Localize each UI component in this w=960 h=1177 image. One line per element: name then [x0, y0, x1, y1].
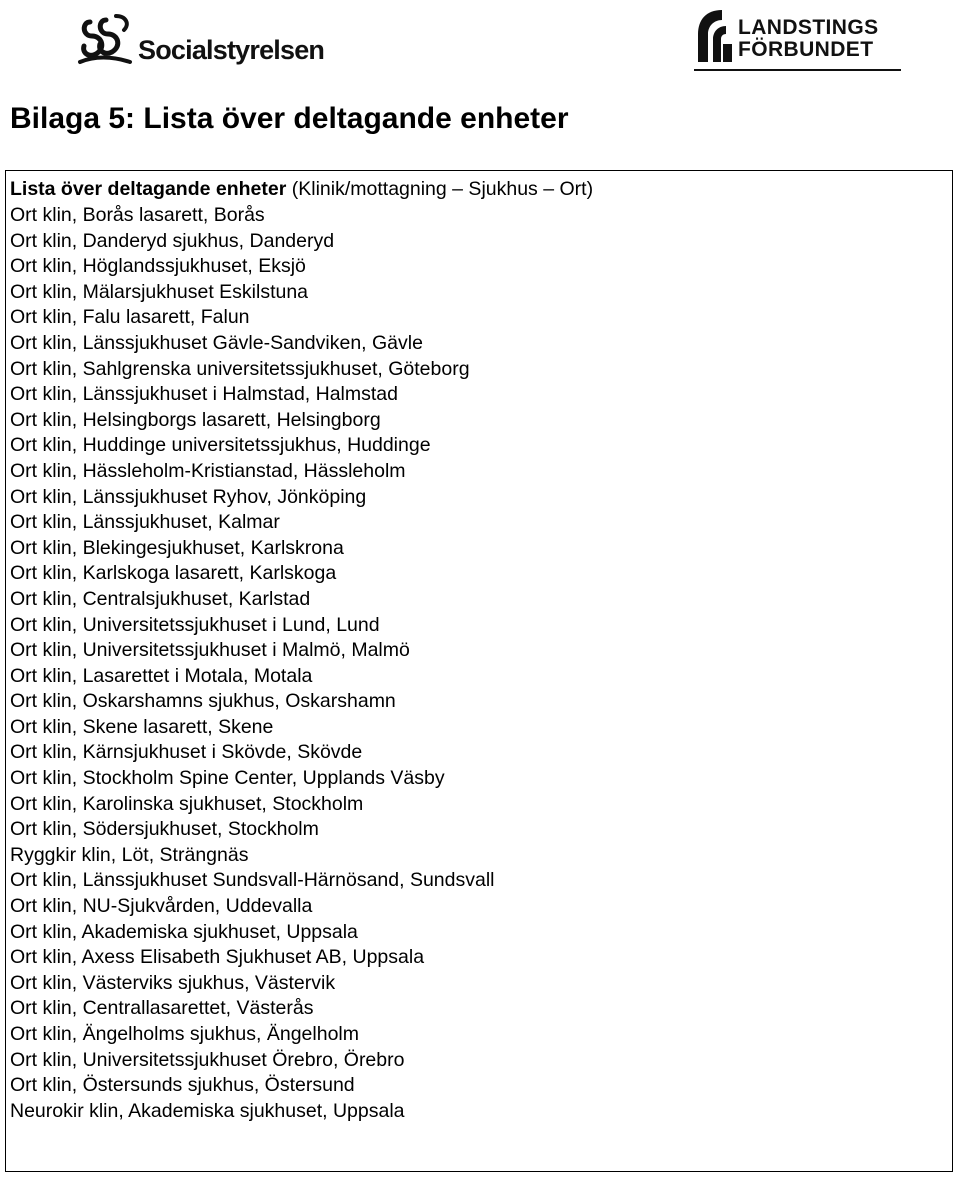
- list-heading: [10, 177, 593, 203]
- list-item: Ort klin, Södersjukhuset, Stockholm: [10, 818, 319, 841]
- list-item: Ort klin, Universitetssjukhuset i Lund, Lund: [10, 613, 380, 636]
- list-item: Ort klin, Västerviks sjukhus, Västervik: [10, 971, 336, 994]
- list-item: Ort klin, Ängelholms sjukhus, Ängelholm: [10, 1023, 359, 1045]
- socialstyrelsen-logo: [76, 10, 324, 68]
- list-item: Ort klin, Lasarettet i Motala, Motala: [10, 664, 313, 687]
- list-item: Ort klin, Östersunds sjukhus, Östersund: [10, 1074, 355, 1097]
- landstingsforbundet-logo-icon: [692, 6, 736, 66]
- list-item: Ort klin, Danderyd sjukhus, Danderyd: [10, 229, 335, 252]
- list-item: Ort klin, Falu lasarett, Falun: [10, 306, 250, 329]
- list-heading-legend: (Klinik/mottagning – Sjukhus – Ort): [286, 178, 594, 200]
- list-item: Ort klin, Länssjukhuset Ryhov, Jönköping: [10, 485, 367, 508]
- list-heading-bold: Lista över deltagande enheter: [10, 178, 287, 200]
- list-item: Ort klin, Borås lasarett, Borås: [10, 204, 265, 226]
- list-item: Ort klin, Karlskoga lasarett, Karlskoga: [10, 562, 337, 585]
- unit-list: [10, 203, 495, 1124]
- page-title: Bilaga 5: Lista över deltagande enheter: [10, 102, 569, 135]
- list-item: Ort klin, Universitetssjukhuset Örebro, Örebro: [10, 1048, 405, 1071]
- list-item: Ort klin, Akademiska sjukhuset, Uppsala: [10, 920, 358, 943]
- list-item: Ort klin, Hässleholm-Kristianstad, Hässleholm: [10, 459, 406, 482]
- participating-units-box: [5, 170, 953, 1172]
- list-item: Ort klin, Stockholm Spine Center, Upplands Väsby: [10, 767, 445, 790]
- page-header: [0, 0, 960, 80]
- list-item: Ort klin, Universitetssjukhuset i Malmö, Malmö: [10, 639, 410, 662]
- list-item: Ryggkir klin, Löt, Strängnäs: [10, 843, 249, 866]
- list-item: Ort klin, Länssjukhuset Gävle-Sandviken, Gävle: [10, 331, 423, 354]
- socialstyrelsen-logo-icon: [76, 10, 134, 68]
- list-item: Ort klin, Huddinge universitetssjukhus, Huddinge: [10, 434, 431, 457]
- list-item: Ort klin, Centrallasarettet, Västerås: [10, 997, 314, 1020]
- list-item: Ort klin, Axess Elisabeth Sjukhuset AB, Uppsala: [10, 946, 425, 969]
- landstingsforbundet-logo: [692, 6, 902, 72]
- logo-underline: [694, 69, 901, 71]
- list-item: Ort klin, Sahlgrenska universitetssjukhuset, Göteborg: [10, 357, 470, 380]
- list-item: Neurokir klin, Akademiska sjukhuset, Uppsala: [10, 1099, 405, 1122]
- list-item: Ort klin, Mälarsjukhuset Eskilstuna: [10, 280, 309, 303]
- list-item: Ort klin, Länssjukhuset, Kalmar: [10, 511, 280, 534]
- logo-text-landstings: LANDSTINGS: [738, 16, 879, 39]
- list-item: Ort klin, NU-Sjukvården, Uddevalla: [10, 895, 313, 918]
- list-item: Ort klin, Länssjukhuset Sundsvall-Härnösand, Sundsvall: [10, 869, 495, 892]
- list-item: Ort klin, Skene lasarett, Skene: [10, 715, 274, 738]
- socialstyrelsen-logo-text: Socialstyrelsen: [138, 34, 325, 65]
- list-item: Ort klin, Helsingborgs lasarett, Helsingborg: [10, 408, 381, 431]
- list-item: Ort klin, Höglandssjukhuset, Eksjö: [10, 255, 306, 278]
- list-item: Ort klin, Länssjukhuset i Halmstad, Halmstad: [10, 383, 398, 406]
- list-item: Ort klin, Karolinska sjukhuset, Stockholm: [10, 792, 364, 815]
- list-item: Ort klin, Centralsjukhuset, Karlstad: [10, 587, 311, 610]
- list-item: Ort klin, Kärnsjukhuset i Skövde, Skövde: [10, 741, 363, 764]
- list-item: Ort klin, Blekingesjukhuset, Karlskrona: [10, 536, 344, 559]
- logo-text-forbundet: FÖRBUNDET: [738, 38, 874, 61]
- list-item: Ort klin, Oskarshamns sjukhus, Oskarshamn: [10, 690, 396, 713]
